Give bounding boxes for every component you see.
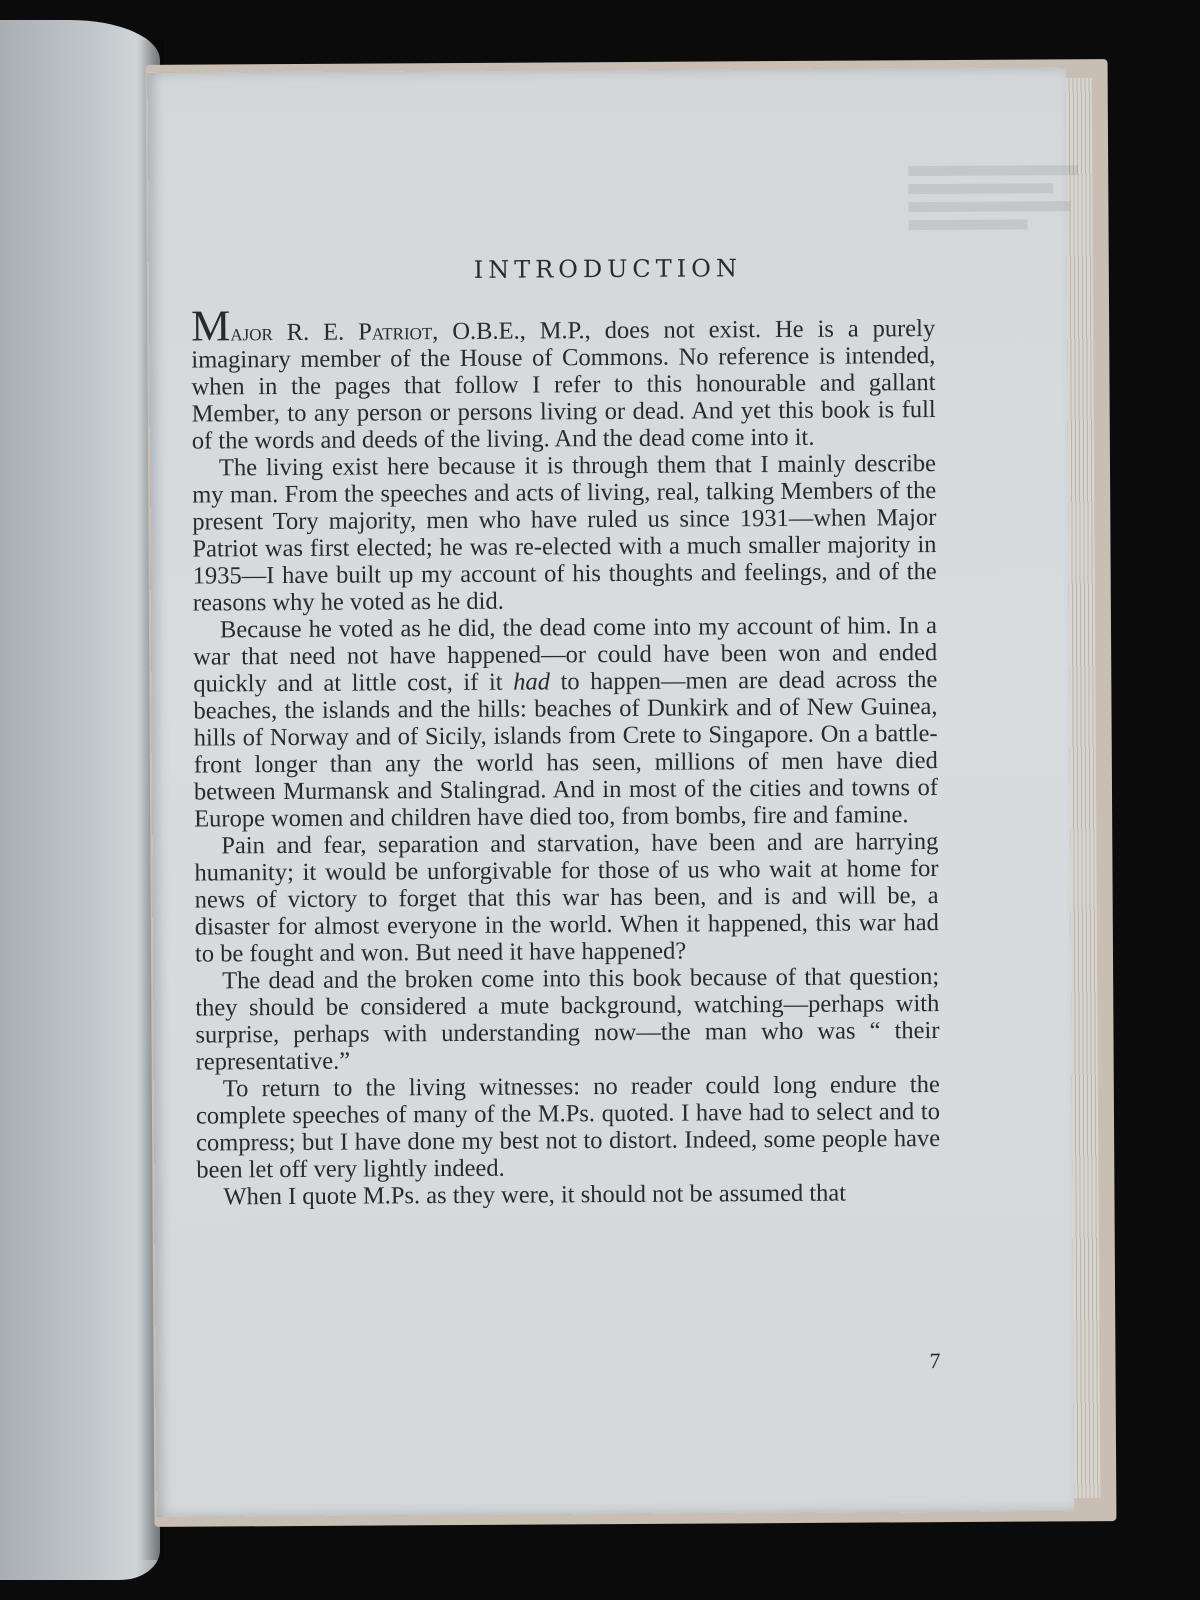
paragraph-6: To return to the living witnesses: no reader could long endure the complete speeches of many of the M.Ps. quoted. I have had to select and to compress; but I have done my best not to distort. Indeed, some people have been let off very lightly indeed. bbox=[195, 1070, 941, 1184]
body-text bbox=[190, 301, 941, 1211]
paragraph-7: When I quote M.Ps. as they were, it should not be assumed that bbox=[223, 1179, 847, 1211]
opening-smallcaps-2: Patriot bbox=[358, 318, 433, 346]
book-page bbox=[148, 67, 1075, 1517]
opening-plain-1: R. E. bbox=[272, 318, 359, 347]
paragraph-4: Pain and fear, separation and starvation, have been and are harrying humanity; it would be unforgivable for those of us who wait at home for news of victory to forget that this war has been, and is and will be, a disaster for almost everyone in the world. When it happened, this war had to be fought and won. But need it have happened? bbox=[194, 828, 939, 968]
paragraph-5: The dead and the broken come into this book because of that question; they should be considered a mute background, watching—perhaps with surprise, perhaps with understanding now—the man who was “ their representative.” bbox=[195, 962, 940, 1076]
drop-cap: M bbox=[190, 301, 231, 351]
paragraph-opening bbox=[190, 301, 936, 455]
paragraph-3-after-italic: to happen—men are dead across the beaches, the islands and the hills: beaches of Dunkirk and of New Guinea, hills of Norway and of Sicily, islands from Crete to Singapore. On a battle-front longer than any the world has seen, millions of men have died between Murmansk and Stalingrad. And in most of the cities and towns of Europe women and children have died too, from bombs, fire and famine. bbox=[193, 666, 939, 833]
page-number: 7 bbox=[929, 1347, 941, 1374]
paragraph-2: The living exist here because it is through them that I mainly describe my man. From the speeches and acts of living, real, talking Members of the present Tory majority, men who have ruled us since 1931—when Major Patriot was first elected; he was re-elected with a much smaller majority in 1935—I have built up my account of his thoughts and feelings, and of the reasons why he voted as he did. bbox=[192, 450, 937, 617]
paragraph-3-italic: had bbox=[513, 668, 551, 696]
paragraph-3 bbox=[193, 612, 938, 833]
show-through-text bbox=[908, 157, 1079, 248]
left-page-edge bbox=[0, 20, 160, 1580]
opening-rest: , O.B.E., M.P., does not exist. He is a purely imaginary member of the House of Commons. No reference is intended, when in the pages that follow I refer to this honourable and gallant Member, to any person or persons living or dead. And yet this book is full of the words and deeds of the living. And the dead come into it. bbox=[191, 315, 936, 455]
opening-smallcaps-1: ajor bbox=[230, 319, 273, 347]
chapter-title: INTRODUCTION bbox=[473, 254, 742, 284]
paragraph-3-before-italic: Because he voted as he did, the dead come into my account of him. In a war that need not have happened—or could have been won and ended quickly and at little cost, if it bbox=[193, 612, 938, 698]
